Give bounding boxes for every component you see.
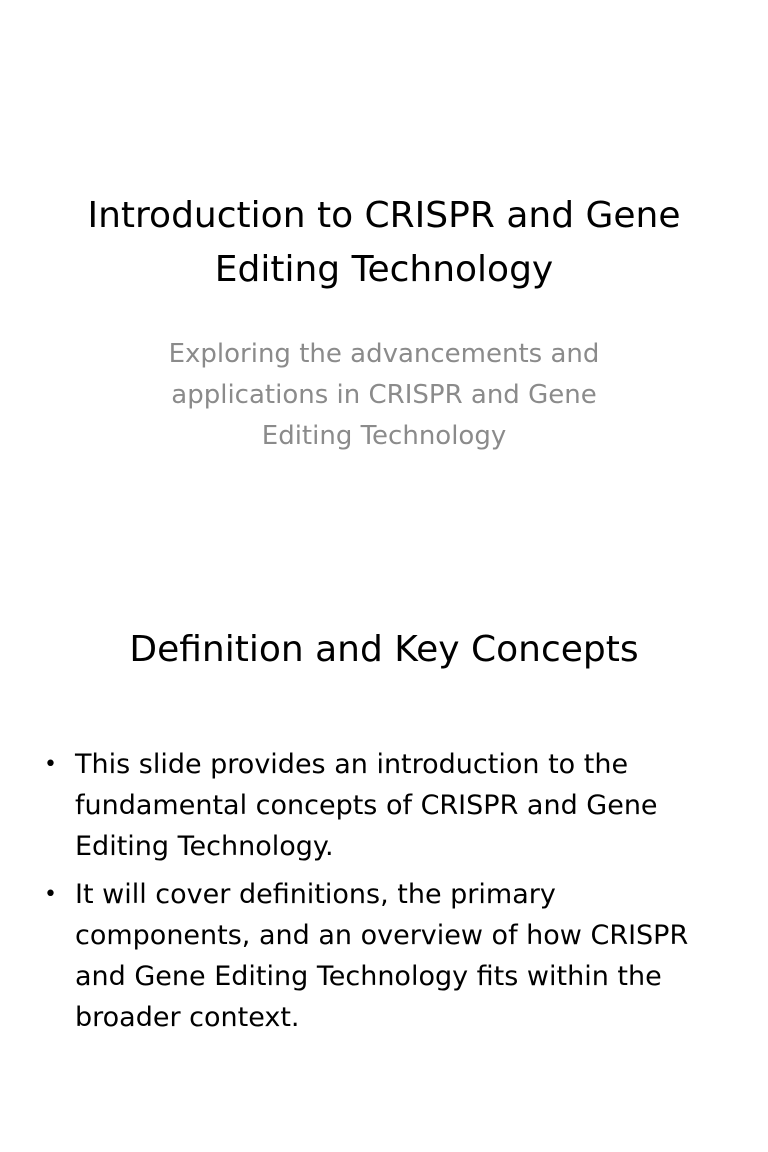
bullet-text: It will cover definitions, the primary components, and an overview of how CRISPR and Gene Editing Technology fits within the broader context. bbox=[75, 879, 689, 1033]
list-item bbox=[40, 874, 720, 1038]
bullet-text: This slide provides an introduction to the fundamental concepts of CRISPR and Gene Editing Technology. bbox=[75, 749, 658, 862]
list-item bbox=[40, 744, 720, 867]
slide-title: Introduction to CRISPR and Gene Editing Technology bbox=[87, 195, 681, 290]
bullet-icon: • bbox=[44, 752, 57, 777]
bullet-icon: • bbox=[44, 882, 57, 907]
content-slide bbox=[0, 576, 768, 1152]
slide-title: Definition and Key Concepts bbox=[129, 629, 639, 670]
bullet-list bbox=[40, 744, 720, 1045]
slide-subtitle: Exploring the advancements and applications in CRISPR and Gene Editing Technology bbox=[168, 339, 600, 451]
